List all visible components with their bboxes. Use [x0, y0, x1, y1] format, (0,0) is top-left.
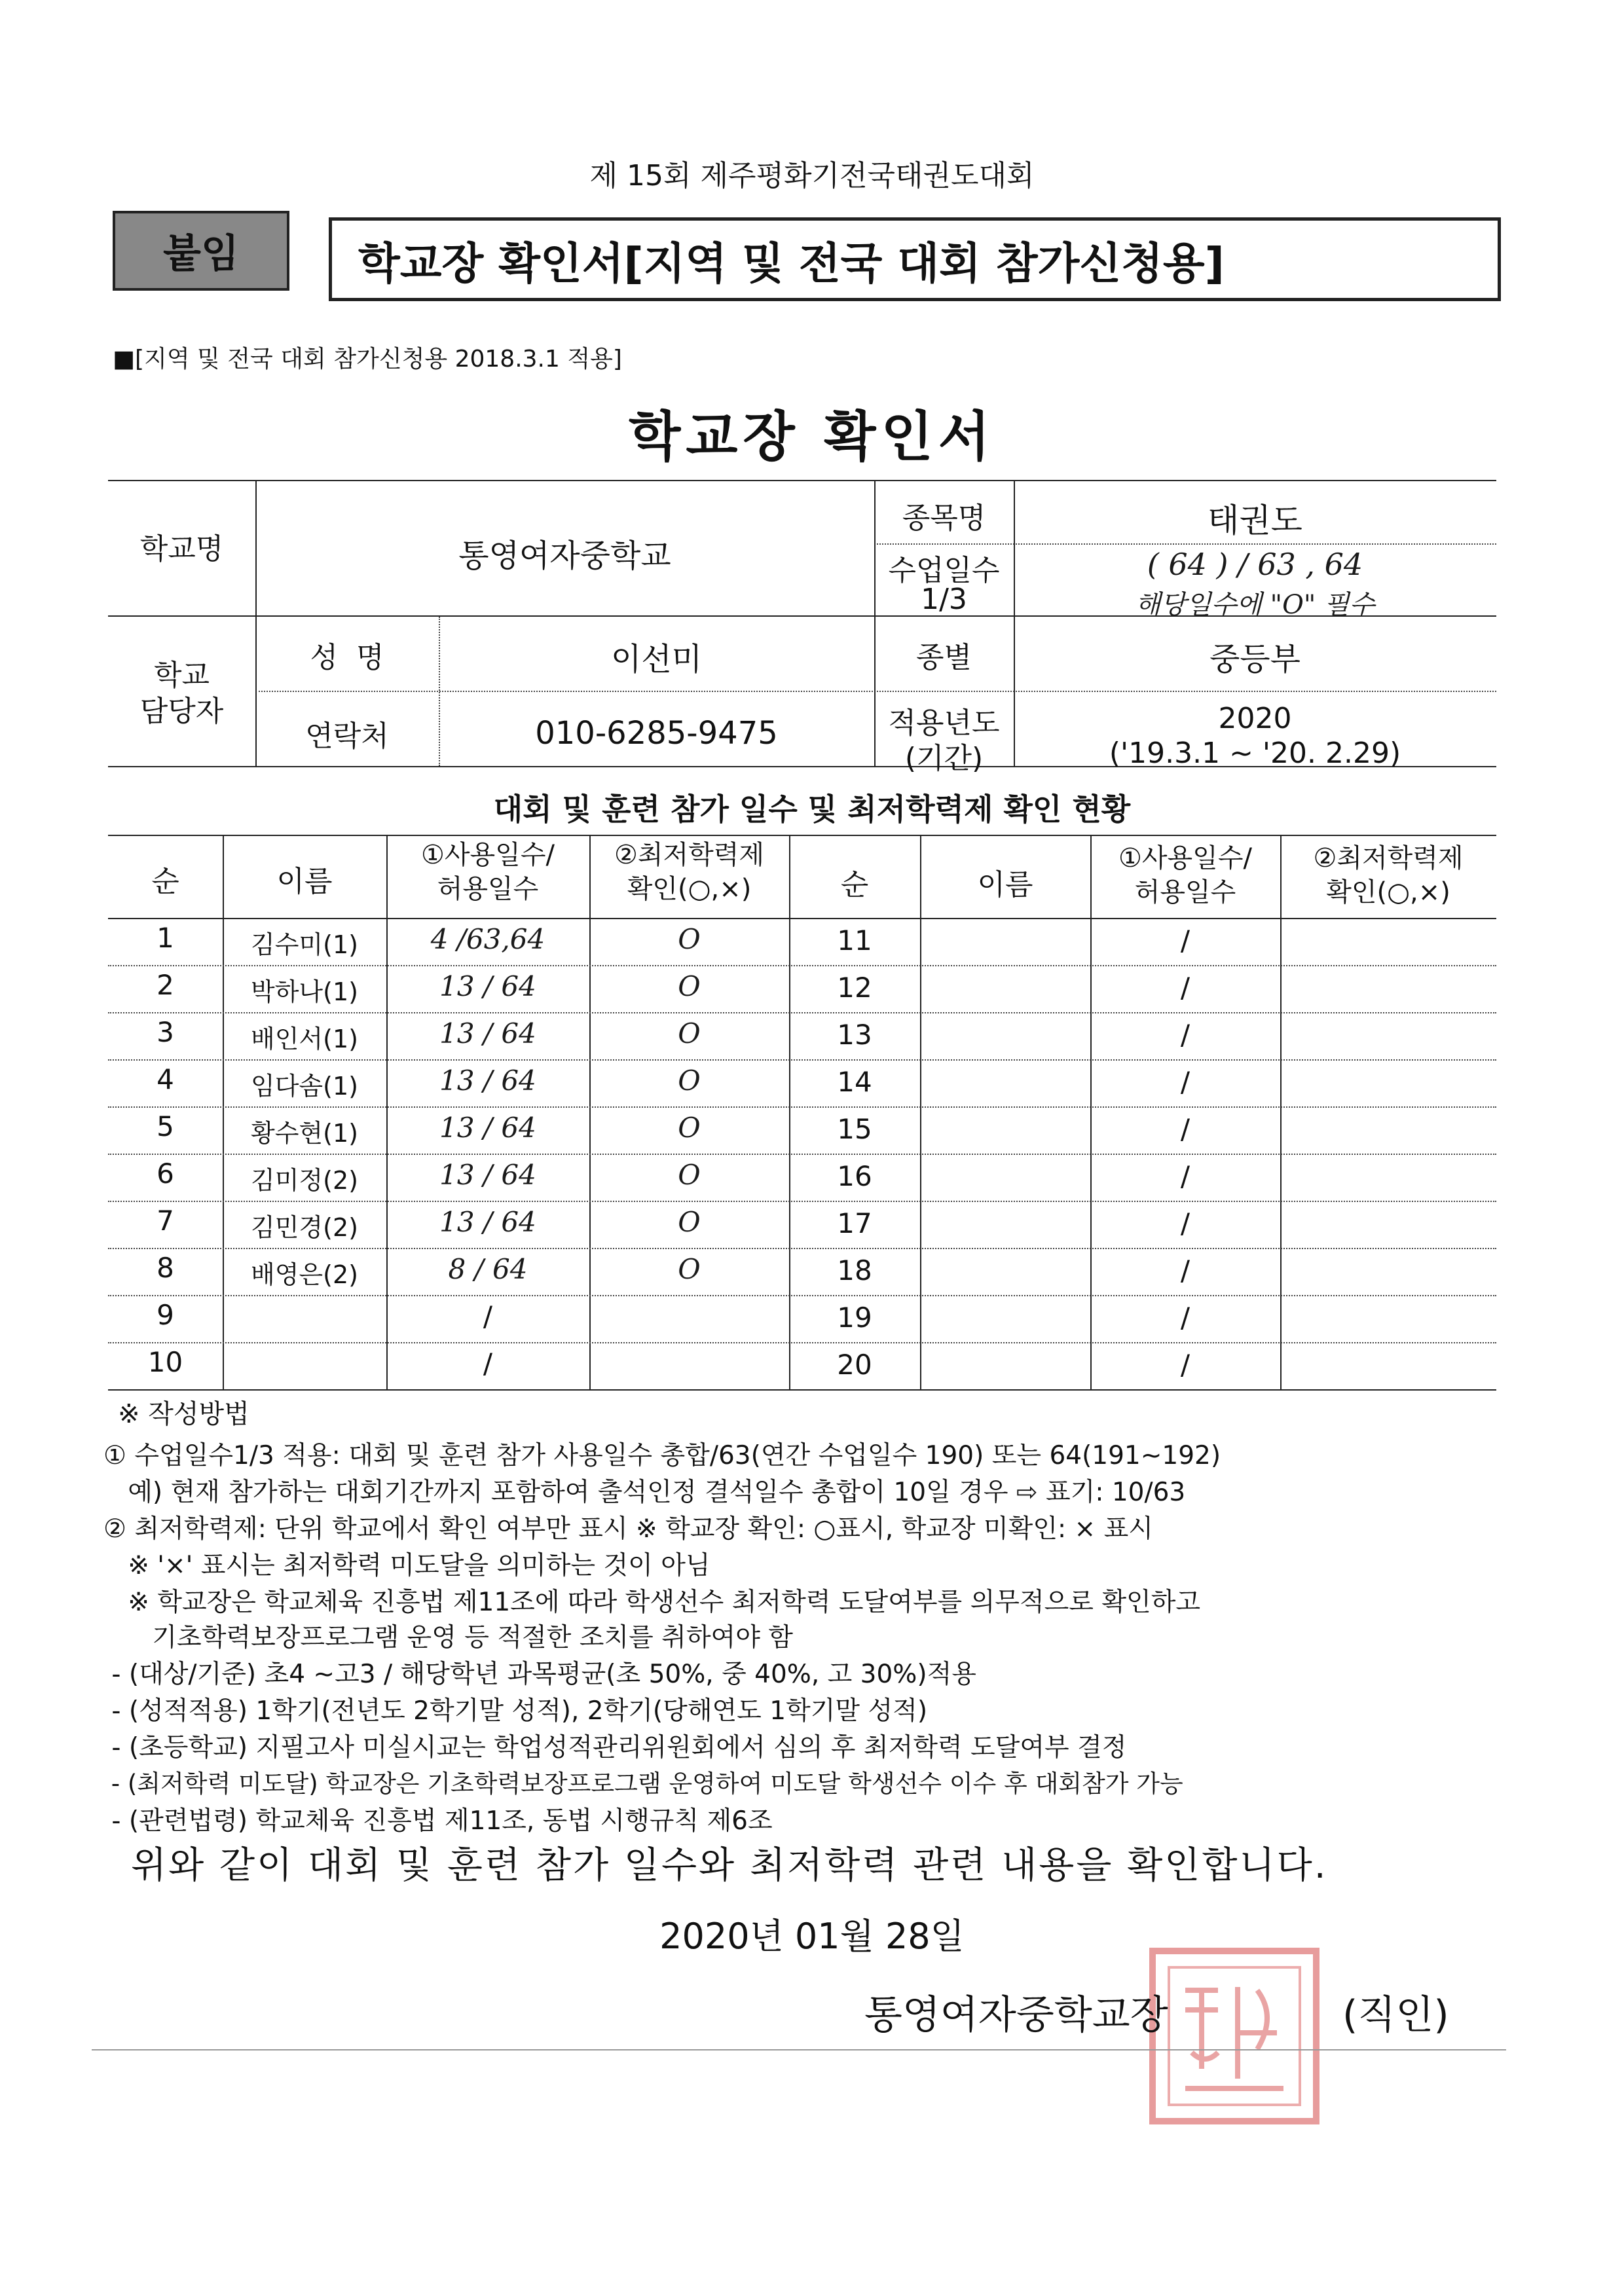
row-10-days: /	[483, 1347, 493, 1379]
info-table-top-border	[108, 480, 1496, 481]
col-header-check-line1: ②최저학력제	[614, 840, 765, 870]
row-14-no: 14	[837, 1066, 872, 1098]
row-8-days: 8 / 64	[448, 1253, 528, 1285]
school-name-label: 학교명	[139, 532, 224, 566]
col-header-days-line1: ①사용일수/	[421, 840, 555, 870]
row-20-days: /	[1180, 1349, 1190, 1381]
row-13-days: /	[1180, 1019, 1190, 1051]
participant-table-column-line	[920, 835, 921, 1389]
col-header-check-right	[1280, 841, 1496, 909]
row-9-no: 9	[157, 1299, 174, 1331]
row-4-name: 임다솜(1)	[251, 1072, 358, 1101]
row-divider	[108, 1295, 1496, 1296]
seal-border	[1153, 1951, 1316, 2121]
row-1-check: O	[678, 923, 701, 955]
row-8-name: 배영은(2)	[251, 1260, 358, 1289]
instruction-line: - (관련법령) 학교체육 진흥법 제11조, 동법 시행규칙 제6조	[103, 1806, 773, 1836]
row-5-name: 황수현(1)	[251, 1119, 358, 1148]
person-name-value: 이선미	[610, 641, 703, 678]
status-title: 대회 및 훈련 참가 일수 및 최저학력제 확인 현황	[493, 792, 1131, 827]
row-11-no: 11	[837, 924, 872, 957]
row-3-check: O	[678, 1017, 701, 1049]
row-divider	[108, 1106, 1496, 1108]
row-2-days: 13 / 64	[439, 970, 536, 1002]
instruction-line: ※ '×' 표시는 최저학력 미도달을 의미하는 것이 아님	[103, 1551, 710, 1580]
participant-table-column-line	[1280, 835, 1282, 1389]
instruction-line: - (초등학교) 지필고사 미실시교는 학업성적관리위원회에서 심의 후 최저학력 도달여부 결정	[103, 1733, 1127, 1762]
row-5-check: O	[678, 1112, 701, 1144]
row-12-days: /	[1180, 972, 1190, 1004]
row-19-no: 19	[837, 1302, 872, 1334]
col-header-check-line2: 확인(○,×)	[627, 874, 752, 904]
contact-person-label: 학교	[153, 659, 210, 692]
row-12-no: 12	[837, 972, 872, 1004]
row-18-days: /	[1180, 1254, 1190, 1286]
school-days-label: 수업일수	[888, 554, 1000, 587]
year-value: 2020	[1218, 702, 1292, 735]
col-header-days-right	[1090, 841, 1280, 909]
school-name-value: 통영여자중학교	[458, 538, 671, 574]
col-header-check-right-line2: 확인(○,×)	[1326, 877, 1450, 907]
school-days-value: ( 64 ) / 63 , 64	[1147, 547, 1363, 582]
row-13-no: 13	[837, 1019, 872, 1051]
event-label: 종목명	[902, 501, 986, 535]
instructions-heading: ※ 작성방법	[118, 1399, 249, 1429]
row-4-no: 4	[157, 1063, 174, 1095]
row-4-check: O	[678, 1065, 701, 1097]
row-3-days: 13 / 64	[439, 1017, 536, 1049]
row-2-no: 2	[157, 969, 174, 1001]
col-header-name: 이름	[276, 865, 333, 898]
attachment-badge: 붙임	[113, 211, 289, 291]
row-6-days: 13 / 64	[439, 1159, 536, 1191]
signer-name: 통영여자중학교장	[864, 1992, 1168, 2038]
seal-note: (직인)	[1342, 1992, 1449, 2038]
instruction-line: - (최저학력 미도달) 학교장은 기초학력보장프로그램 운영하여 미도달 학생선수 이수 후 대회참가 가능	[103, 1770, 1183, 1798]
row-divider	[108, 1154, 1496, 1155]
col-header-no: 순	[151, 865, 179, 898]
row-18-no: 18	[837, 1254, 872, 1286]
event-value: 태권도	[1208, 501, 1302, 539]
col-header-days-right-line2: 허용일수	[1134, 877, 1236, 907]
row-15-no: 15	[837, 1113, 872, 1145]
row-5-no: 5	[157, 1110, 174, 1142]
instruction-line: - (대상/기준) 초4 ~고3 / 해당학년 과목평균(초 50%, 중 40%, 고 30%)적용	[103, 1660, 976, 1689]
row-7-check: O	[678, 1206, 701, 1238]
instruction-line: ① 수업일수1/3 적용: 대회 및 훈련 참가 사용일수 총합/63(연간 수업일수 190) 또는 64(191~192)	[103, 1441, 1221, 1470]
row-11-days: /	[1180, 924, 1190, 957]
row-1-no: 1	[157, 922, 174, 954]
row-7-no: 7	[157, 1205, 174, 1237]
participant-table-header-border	[108, 918, 1496, 919]
info-table-dotted-divider	[255, 691, 1496, 692]
instruction-line: ② 최저학력제: 단위 학교에서 확인 여부만 표시 ※ 학교장 확인: ○표시, 학교장 미확인: × 표시	[103, 1514, 1153, 1544]
row-6-check: O	[678, 1159, 701, 1191]
division-label: 종별	[915, 641, 972, 674]
row-divider	[108, 1248, 1496, 1249]
participant-table-top-border	[108, 835, 1496, 836]
row-1-name: 김수미(1)	[251, 930, 358, 959]
row-8-check: O	[678, 1253, 701, 1285]
year-period-value: ('19.3.1 ~ '20. 2.29)	[1109, 737, 1401, 770]
row-3-no: 3	[157, 1016, 174, 1048]
row-10-no: 10	[147, 1346, 183, 1378]
row-20-no: 20	[837, 1349, 872, 1381]
row-19-days: /	[1180, 1302, 1190, 1334]
signature-date: 2020년 01월 28일	[659, 1916, 965, 1957]
row-divider	[108, 965, 1496, 966]
row-16-days: /	[1180, 1160, 1190, 1192]
row-divider	[108, 1201, 1496, 1202]
row-6-name: 김미정(2)	[251, 1166, 358, 1195]
division-value: 중등부	[1209, 641, 1301, 678]
col-header-no-right: 순	[840, 868, 869, 902]
phone-label: 연락처	[305, 720, 389, 753]
row-2-check: O	[678, 970, 701, 1002]
row-7-days: 13 / 64	[439, 1206, 536, 1238]
row-15-days: /	[1180, 1113, 1190, 1145]
row-5-days: 13 / 64	[439, 1112, 536, 1144]
col-header-name-right: 이름	[977, 868, 1033, 902]
row-divider	[108, 1059, 1496, 1061]
row-1-days: 4 /63,64	[430, 923, 545, 955]
school-days-note: 해당일수에 "O" 필수	[1135, 590, 1375, 620]
confirmation-sentence: 위와 같이 대회 및 훈련 참가 일수와 최저학력 관련 내용을 확인합니다.	[131, 1844, 1328, 1887]
row-16-no: 16	[837, 1160, 872, 1192]
row-4-days: 13 / 64	[439, 1065, 536, 1097]
participant-table-bottom-border	[108, 1389, 1496, 1391]
row-8-no: 8	[157, 1252, 174, 1284]
row-divider	[108, 1342, 1496, 1343]
instruction-line: ※ 학교장은 학교체육 진흥법 제11조에 따라 학생선수 최저학력 도달여부를 의무적으로 확인하고	[103, 1588, 1201, 1617]
footer-line	[92, 2049, 1506, 2050]
row-17-no: 17	[837, 1207, 872, 1239]
participant-table-column-line	[223, 835, 224, 1389]
instruction-line: - (성적적용) 1학기(전년도 2학기말 성적), 2학기(당해연도 1학기말 성적)	[103, 1696, 928, 1726]
row-17-days: /	[1180, 1207, 1190, 1239]
person-name-label: 성 명	[310, 641, 384, 674]
row-2-name: 박하나(1)	[251, 977, 358, 1006]
document-title: 학교장 확인서	[629, 406, 995, 468]
instruction-line: 기초학력보장프로그램 운영 등 적절한 조치를 취하여야 함	[103, 1623, 793, 1652]
col-header-days-right-line1: ①사용일수/	[1118, 843, 1252, 873]
school-days-fraction-label: 1/3	[921, 583, 967, 616]
applicability-note: ■[지역 및 전국 대회 참가신청용 2018.3.1 적용]	[113, 346, 622, 373]
row-7-name: 김민경(2)	[251, 1213, 358, 1242]
col-header-check	[589, 838, 789, 906]
col-header-days-line2: 허용일수	[437, 874, 539, 904]
row-6-no: 6	[157, 1157, 174, 1190]
form-title: 학교장 확인서[지역 및 전국 대회 참가신청용]	[329, 217, 1501, 301]
col-header-check-right-line1: ②최저학력제	[1313, 843, 1464, 873]
row-3-name: 배인서(1)	[251, 1025, 358, 1053]
year-period-label: (기간)	[904, 742, 984, 775]
row-9-days: /	[483, 1300, 493, 1332]
col-header-days	[386, 838, 589, 906]
row-divider	[108, 1012, 1496, 1013]
year-label: 적용년도	[888, 706, 1000, 740]
instruction-line: 예) 현재 참가하는 대회기간까지 포함하여 출석인정 결석일수 총합이 10일 경우 ⇨ 표기: 10/63	[103, 1478, 1186, 1507]
info-table-dotted-divider	[874, 543, 1496, 545]
event-title: 제 15회 제주평화기전국태권도대회	[589, 159, 1035, 192]
phone-value: 010-6285-9475	[535, 715, 778, 752]
row-14-days: /	[1180, 1066, 1190, 1098]
seal-glyphs	[1185, 1987, 1283, 2088]
contact-person-label-2: 담당자	[139, 695, 224, 728]
